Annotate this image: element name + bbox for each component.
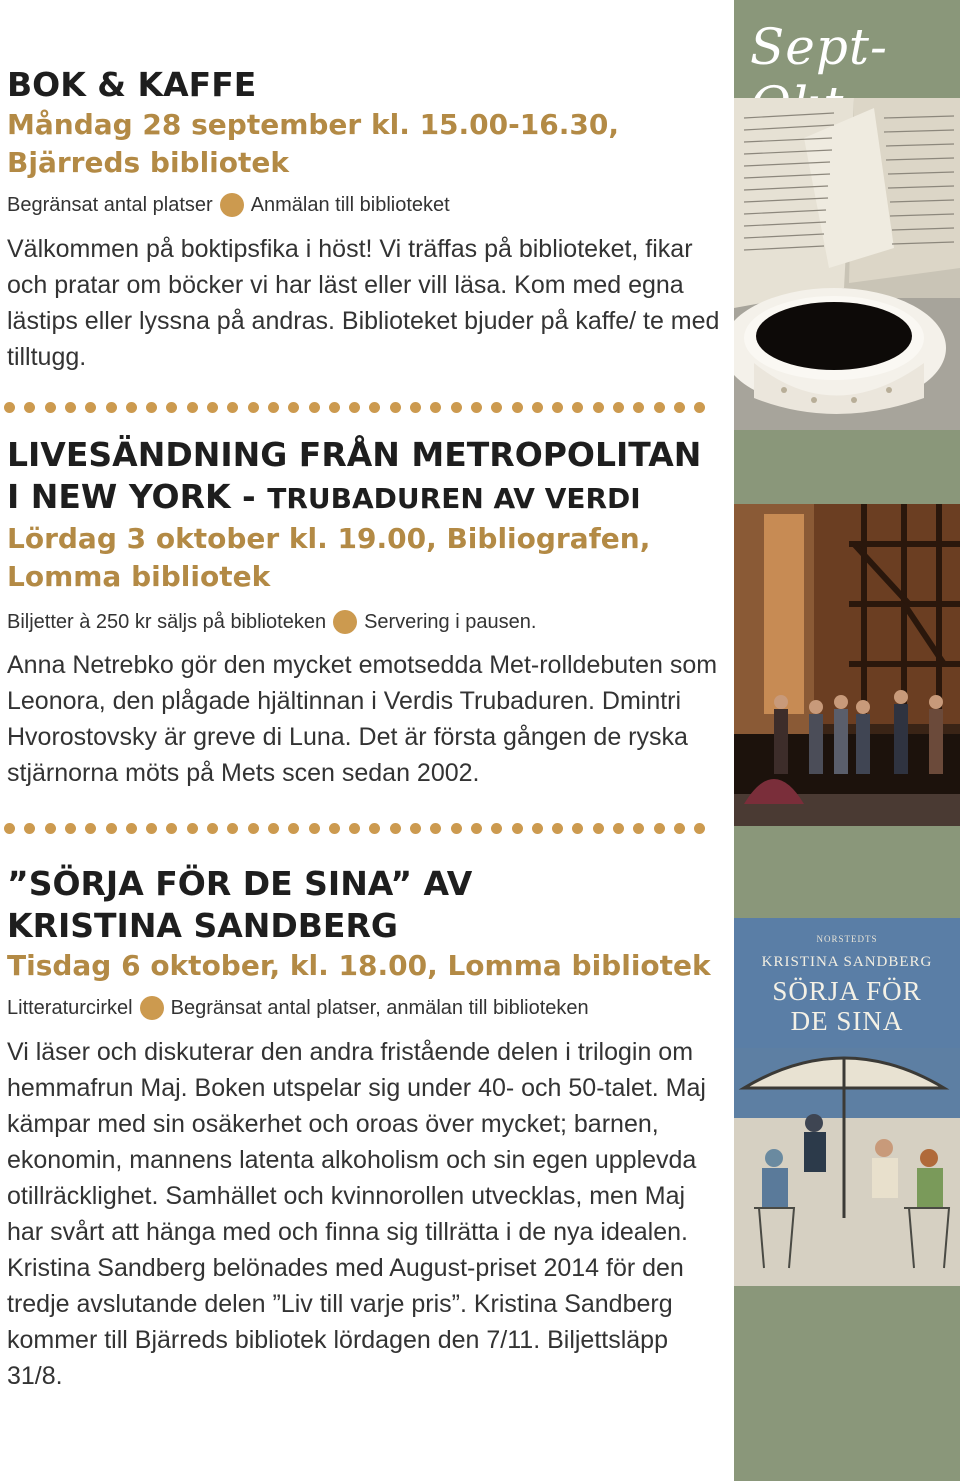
- divider-dot: [45, 823, 56, 834]
- divider-dot: [390, 402, 401, 413]
- divider-dot: [674, 402, 685, 413]
- divider-dot: [4, 402, 15, 413]
- divider-dot: [491, 823, 502, 834]
- dotted-divider: [4, 823, 714, 835]
- divider-dot: [430, 823, 441, 834]
- divider-dot: [491, 402, 502, 413]
- divider-dot: [552, 402, 563, 413]
- divider-dot: [106, 823, 117, 834]
- divider-dot: [126, 823, 137, 834]
- title-part-b: TRUBADUREN AV VERDI: [267, 482, 641, 515]
- divider-dot: [268, 402, 279, 413]
- event-meta: [7, 608, 722, 636]
- cover-title-line2: DE SINA: [790, 1006, 904, 1036]
- divider-dot: [146, 823, 157, 834]
- bullet-dot-icon: [220, 193, 244, 217]
- opera-stage-image: [734, 504, 960, 826]
- divider-dot: [369, 823, 380, 834]
- event-metropolitan: [7, 434, 722, 791]
- divider-dot: [532, 402, 543, 413]
- bullet-dot-icon: [333, 610, 357, 634]
- event-title-line1: ”SÖRJA FÖR DE SINA” AV: [7, 864, 473, 903]
- divider-dot: [451, 402, 462, 413]
- divider-dot: [593, 823, 604, 834]
- divider-dot: [248, 823, 259, 834]
- divider-dot: [451, 823, 462, 834]
- divider-dot: [349, 823, 360, 834]
- event-bok-kaffe: [7, 64, 722, 375]
- divider-dot: [45, 402, 56, 413]
- meta-right: Anmälan till biblioteket: [250, 194, 450, 216]
- divider-dot: [633, 402, 644, 413]
- event-location: Lomma bibliotek: [7, 560, 271, 593]
- event-title-line2: [7, 476, 722, 520]
- book-coffee-image: [734, 98, 960, 430]
- divider-dot: [24, 823, 35, 834]
- dotted-divider: [4, 402, 714, 414]
- divider-dot: [85, 823, 96, 834]
- event-description: Vi läser och diskuterar den andra fristående delen i trilogin om hemmafrun Maj. Boken utspelar sig under 40- och 50-talet. Maj kämpar med sin osäkerhet och oroas över mycket; barnen, ekonomin, mannens latenta alkoholism och sin egen upplevda otillräcklighet. Samhället och kvinnorollen utvecklas, men Maj har svårt att hänga med och finna sig tillrätta i de nya idealen. Kristina Sandberg belönades med August-priset 2014 för den tredje avslutande delen ”Liv till varje pris”. Kristina Sandberg kommer till Bjärreds bibliotek lördagen den 7/11. Biljettsläpp 31/8.: [7, 1038, 706, 1390]
- event-description: Välkommen på boktipsfika i höst! Vi träffas på biblioteket, fikar och pratar om böcker vi har läst eller vill läsa. Kom med egna lästips eller lyssna på andras. Biblioteket bjuder på kaffe/ te med tilltugg.: [7, 235, 720, 371]
- divider-dot: [329, 823, 340, 834]
- divider-dot: [613, 823, 624, 834]
- meta-left: Begränsat antal platser: [7, 194, 213, 216]
- divider-dot: [65, 402, 76, 413]
- divider-dot: [512, 402, 523, 413]
- divider-dot: [654, 823, 665, 834]
- divider-dot: [268, 823, 279, 834]
- meta-left: Biljetter à 250 kr säljs på biblioteken: [7, 611, 327, 633]
- divider-dot: [369, 402, 380, 413]
- divider-dot: [694, 402, 705, 413]
- divider-dot: [248, 402, 259, 413]
- divider-dot: [532, 823, 543, 834]
- divider-dot: [288, 823, 299, 834]
- book-cover-image: [734, 918, 960, 1286]
- event-meta: [7, 191, 722, 219]
- divider-dot: [390, 823, 401, 834]
- divider-dot: [126, 402, 137, 413]
- divider-dot: [572, 402, 583, 413]
- divider-dot: [593, 402, 604, 413]
- divider-dot: [227, 823, 238, 834]
- bullet-dot-icon: [140, 996, 164, 1020]
- divider-dot: [166, 823, 177, 834]
- divider-dot: [187, 402, 198, 413]
- divider-dot: [309, 402, 320, 413]
- divider-dot: [227, 402, 238, 413]
- divider-dot: [349, 402, 360, 413]
- meta-right: Servering i pausen.: [364, 611, 537, 633]
- sidebar-title: Sept-: [750, 18, 888, 76]
- divider-dot: [613, 402, 624, 413]
- divider-dot: [207, 823, 218, 834]
- divider-dot: [654, 402, 665, 413]
- divider-dot: [410, 402, 421, 413]
- event-description: Anna Netrebko gör den mycket emotsedda Met-rolldebuten som Leonora, den plågade hjältinnan i Verdis Trubaduren. Dmintri Hvorostovsky är greve di Luna. Det är första gången de ryska stjärnorna möts på Mets scen sedan 2002.: [7, 651, 718, 787]
- cover-publisher: NORSTEDTS: [816, 934, 878, 944]
- divider-dot: [552, 823, 563, 834]
- divider-dot: [471, 823, 482, 834]
- event-date: Lördag 3 oktober kl. 19.00, Bibliografen,: [7, 522, 651, 555]
- divider-dot: [309, 823, 320, 834]
- divider-dot: [85, 402, 96, 413]
- divider-dot: [65, 823, 76, 834]
- divider-dot: [410, 823, 421, 834]
- cover-author: KRISTINA SANDBERG: [761, 954, 933, 970]
- event-meta: [7, 994, 722, 1022]
- event-sorja: [7, 863, 722, 1394]
- event-title: BOK & KAFFE: [7, 65, 257, 104]
- divider-dot: [106, 402, 117, 413]
- divider-dot: [187, 823, 198, 834]
- divider-dot: [430, 402, 441, 413]
- meta-left: Litteraturcirkel: [7, 997, 133, 1019]
- divider-dot: [24, 402, 35, 413]
- divider-dot: [166, 402, 177, 413]
- divider-dot: [4, 823, 15, 834]
- divider-dot: [207, 402, 218, 413]
- cover-title-line1: SÖRJA FÖR: [772, 976, 922, 1006]
- meta-right: Begränsat antal platser, anmälan till biblioteken: [170, 997, 589, 1019]
- divider-dot: [329, 402, 340, 413]
- event-date: Tisdag 6 oktober, kl. 18.00, Lomma bibliotek: [7, 949, 711, 982]
- divider-dot: [572, 823, 583, 834]
- title-part-a: I NEW YORK -: [7, 477, 268, 516]
- event-location: Bjärreds bibliotek: [7, 146, 290, 179]
- event-title-line2: KRISTINA SANDBERG: [7, 906, 398, 945]
- event-date: Måndag 28 september kl. 15.00-16.30,: [7, 108, 619, 141]
- divider-dot: [633, 823, 644, 834]
- event-title-line1: LIVESÄNDNING FRÅN METROPOLITAN: [7, 435, 702, 474]
- divider-dot: [512, 823, 523, 834]
- divider-dot: [471, 402, 482, 413]
- divider-dot: [674, 823, 685, 834]
- divider-dot: [146, 402, 157, 413]
- divider-dot: [694, 823, 705, 834]
- divider-dot: [288, 402, 299, 413]
